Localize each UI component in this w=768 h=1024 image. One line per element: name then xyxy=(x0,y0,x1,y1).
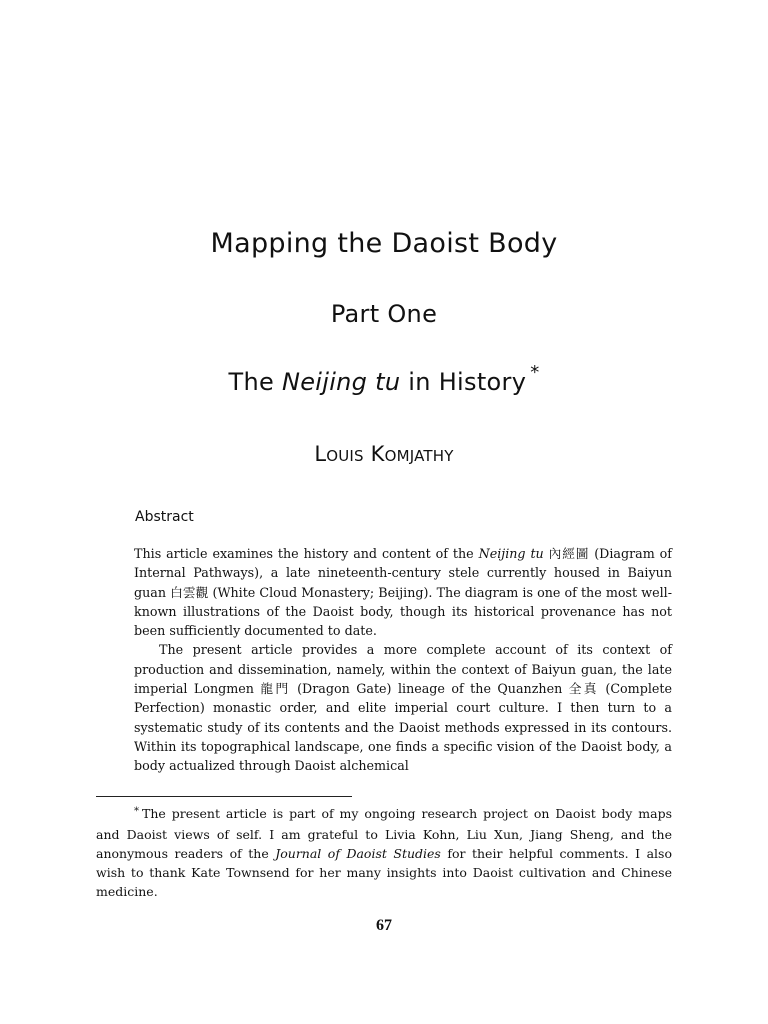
abstract-p1-italic: Neijing tu xyxy=(478,546,544,561)
author-name: Louis Komjathy xyxy=(314,442,454,466)
subtitle-suffix: in History xyxy=(400,368,527,396)
footnote-divider xyxy=(96,796,352,797)
part-title: Part One xyxy=(330,300,438,328)
footnote xyxy=(96,804,672,901)
abstract-paragraph-2: The present article provides a more complete account of its context of production and dissemination, namely, within the context of Baiyun guan, the late imperial Longmen 龍門 (Dragon Gate) lineage of the Quanzhen 全真 (Complete Perfection) monastic order, and elite imperial court culture. I then turn to a systematic study of its contents and the Daoist methods expressed in its contours. Within its topographical landscape, one finds a specific vision of the Daoist body, a body actualized through Daoist alchemical xyxy=(134,642,672,774)
abstract-body xyxy=(134,544,672,776)
abstract-heading: Abstract xyxy=(135,509,194,525)
footnote-marker[interactable]: * xyxy=(530,362,540,383)
abstract-paragraph-1 xyxy=(134,544,672,640)
footnote-text-b: for their helpful comments. I also wish to thank Kate Townsend for her many insights into Daoist cultivation and Chinese medicine. xyxy=(96,846,672,899)
footnote-mark: * xyxy=(134,806,139,817)
page-number: 67 xyxy=(376,917,392,934)
subtitle-italic: Neijing tu xyxy=(281,368,401,396)
abstract-p1-text-b: 內經圖 (Diagram of Internal Pathways), a late nineteenth-century stele currently housed in Baiyun guan 白雲觀 (White Cloud Monastery; Beijing). The diagram is one of the most well-known illustrations of the Daoist body, though its historical provenance has not been sufficiently documented to date. xyxy=(134,546,672,639)
article-subtitle xyxy=(0,362,768,396)
footnote-italic: Journal of Daoist Studies xyxy=(275,846,441,861)
article-title: Mapping the Daoist Body xyxy=(210,228,558,259)
abstract-p1-text-a: This article examines the history and content of the xyxy=(134,546,479,561)
footnote-text-a: The present article is part of my ongoing research project on Daoist body maps and Daoist views of self. I am grateful to Livia Kohn, Liu Xun, Jiang Sheng, and the anonymous readers of the xyxy=(96,806,672,861)
subtitle-prefix: The xyxy=(228,368,282,396)
